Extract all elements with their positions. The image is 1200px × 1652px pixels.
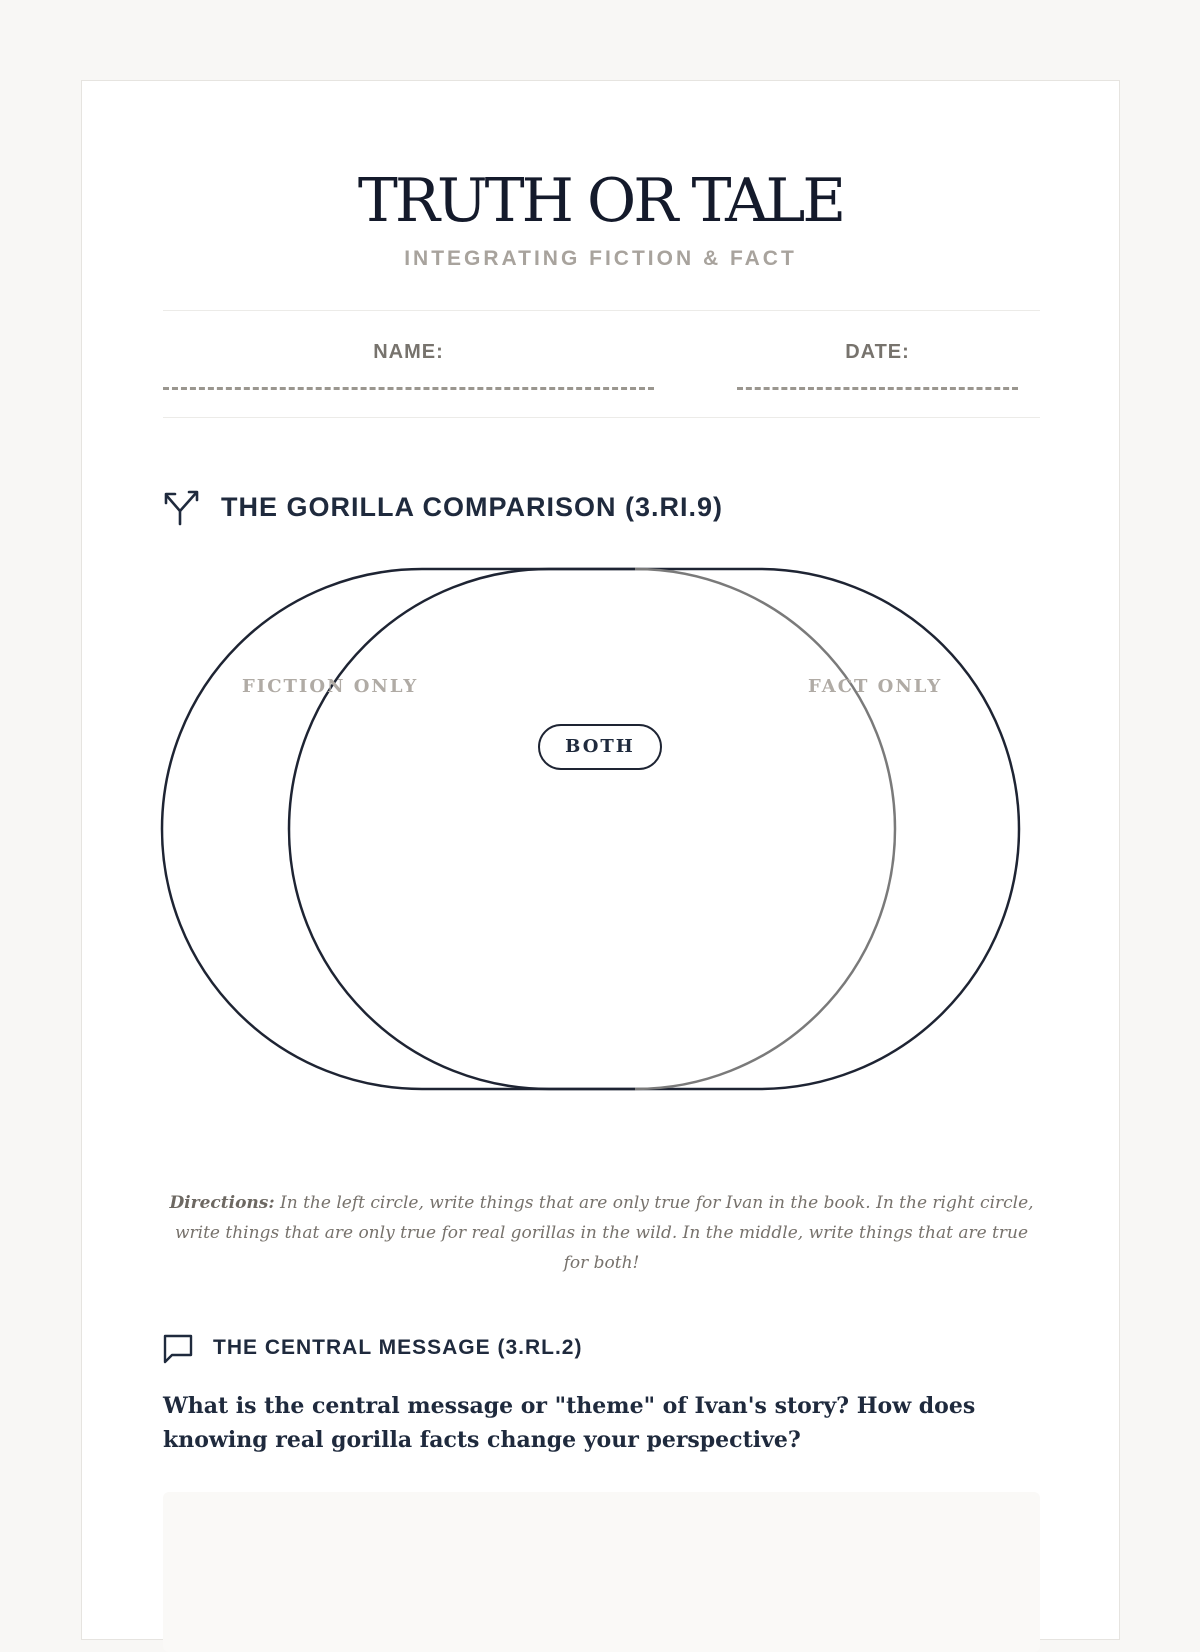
page-title: TRUTH OR TALE [357,166,844,236]
fiction-circle-arc [289,569,549,1089]
central-message-heading: THE CENTRAL MESSAGE (3.RL.2) [213,1336,583,1359]
answer-area[interactable] [163,1492,1040,1652]
date-label: DATE: [845,341,910,363]
name-label: NAME: [373,341,444,363]
fact-circle-arc [635,569,895,1089]
outer-venn-shape [162,569,1019,1089]
both-label: BOTH [538,724,662,770]
directions-lead: Directions: [169,1193,275,1213]
comparison-heading: THE GORILLA COMPARISON (3.RI.9) [221,492,724,522]
speech-bubble-icon [161,1331,195,1365]
directions-body: In the left circle, write things that are only true for Ivan in the book. In the right circle, write things that are only true for real gorillas in the wild. In the middle, write things that are true for both! [174,1193,1034,1273]
page-subtitle: INTEGRATING FICTION & FACT [404,247,797,270]
venn-diagram [82,81,1121,1181]
worksheet-page [81,80,1120,1640]
fact-only-label: FACT ONLY [808,676,943,697]
fiction-only-label: FICTION ONLY [242,676,419,697]
directions-text [163,1188,1040,1278]
central-message-question: What is the central message or "theme" of Ivan's story? How does knowing real gorilla facts change your perspective? [163,1393,976,1453]
